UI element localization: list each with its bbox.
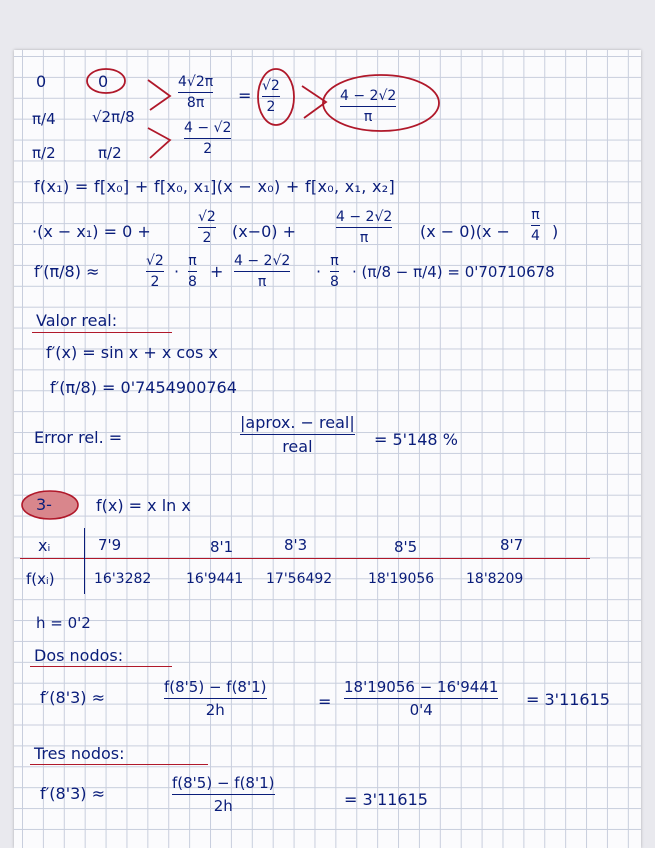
approx-tail: · (π/8 − π/4) = 0'70710678 xyxy=(352,263,555,281)
underline xyxy=(32,332,172,333)
underline xyxy=(30,666,172,667)
three-nodes-heading: Tres nodos: xyxy=(34,744,125,763)
newton-line2-b: (x−0) + xyxy=(232,222,297,241)
table-x-label: xᵢ xyxy=(38,536,51,555)
approx-frac3: 4 − 2√2 π xyxy=(234,253,291,290)
dd1a-value: √2 2 xyxy=(262,78,280,115)
newton-frac1: √2 2 xyxy=(198,209,216,246)
newton-line1: f(x₁) = f[x₀] + f[x₀, x₁](x − x₀) + f[x₀, x₁, x₂] xyxy=(34,177,396,196)
circle-mark xyxy=(84,66,128,96)
newton-line2-a: ·(x − x₁) = 0 + xyxy=(32,222,151,241)
table-vline xyxy=(84,528,85,594)
two-nodes-heading: Dos nodos: xyxy=(34,646,124,665)
approx-dot1: · xyxy=(174,262,180,281)
approx-dot2: · xyxy=(316,262,322,281)
real-derivative: f′(x) = sin x + x cos x xyxy=(46,343,218,362)
approx-plus: + xyxy=(210,262,224,281)
f-value: 16'9441 xyxy=(186,571,244,587)
three-nodes-result: = 3'11615 xyxy=(344,790,428,809)
table-f2: π/2 xyxy=(98,144,122,162)
step-size: h = 0'2 xyxy=(36,614,91,632)
circle-mark xyxy=(254,66,298,128)
dd1b-fraction: 4 − √2 2 xyxy=(184,120,232,157)
two-nodes-result: = 3'11615 xyxy=(526,690,610,709)
newton-frac3: π 4 xyxy=(531,207,540,244)
exercise-function: f(x) = x ln x xyxy=(96,496,191,515)
two-nodes-lhs: f′(8'3) ≈ xyxy=(40,688,105,707)
x-value: 8'5 xyxy=(394,538,418,556)
table-f-label: f(xᵢ) xyxy=(26,570,55,588)
underline xyxy=(30,764,208,765)
x-value: 7'9 xyxy=(98,536,122,554)
f-value: 16'3282 xyxy=(94,571,152,587)
three-nodes-fraction: f(8'5) − f(8'1) 2h xyxy=(172,774,275,815)
table-x2: π/2 xyxy=(32,144,56,162)
approx-frac1: √2 2 xyxy=(146,253,164,290)
x-value: 8'3 xyxy=(284,536,308,554)
newton-frac2: 4 − 2√2 π xyxy=(336,209,393,246)
table-hline xyxy=(20,558,590,559)
exercise-number: 3- xyxy=(36,495,52,514)
x-value: 8'7 xyxy=(500,536,524,554)
x-value: 8'1 xyxy=(210,538,234,556)
error-result: = 5'148 % xyxy=(374,430,458,449)
approx-frac2: π 8 xyxy=(188,253,197,290)
table-f0: 0 xyxy=(98,72,109,91)
dd2-fraction: 4 − 2√2 π xyxy=(340,88,397,125)
real-heading: Valor real: xyxy=(36,311,118,330)
dd1a-equals: = xyxy=(238,86,252,105)
error-fraction: |aprox. − real| real xyxy=(240,413,355,456)
circle-mark xyxy=(318,70,444,136)
newton-line2-c: (x − 0)(x − xyxy=(420,222,510,241)
table-f1: √2π/8 xyxy=(92,108,135,126)
approx-frac4: π 8 xyxy=(330,253,339,290)
real-value: f′(π/8) = 0'7454900764 xyxy=(50,378,237,397)
table-x1: π/4 xyxy=(32,110,56,128)
newton-line2-d: ) xyxy=(552,222,559,241)
two-nodes-fraction: f(8'5) − f(8'1) 2h xyxy=(164,678,267,719)
dd1a-fraction: 4√2π 8π xyxy=(178,74,214,111)
three-nodes-lhs: f′(8'3) ≈ xyxy=(40,784,105,803)
f-value: 18'8209 xyxy=(466,571,524,587)
two-nodes-fraction-values: 18'19056 − 16'9441 0'4 xyxy=(344,678,499,719)
f-value: 17'56492 xyxy=(266,571,333,587)
error-lhs: Error rel. = xyxy=(34,428,123,447)
two-nodes-equals: = xyxy=(318,692,332,711)
table-x0: 0 xyxy=(36,72,47,91)
bracket-arrows-1 xyxy=(146,76,176,164)
f-value: 18'19056 xyxy=(368,571,435,587)
approx-lhs: f′(π/8) ≈ xyxy=(34,262,100,281)
